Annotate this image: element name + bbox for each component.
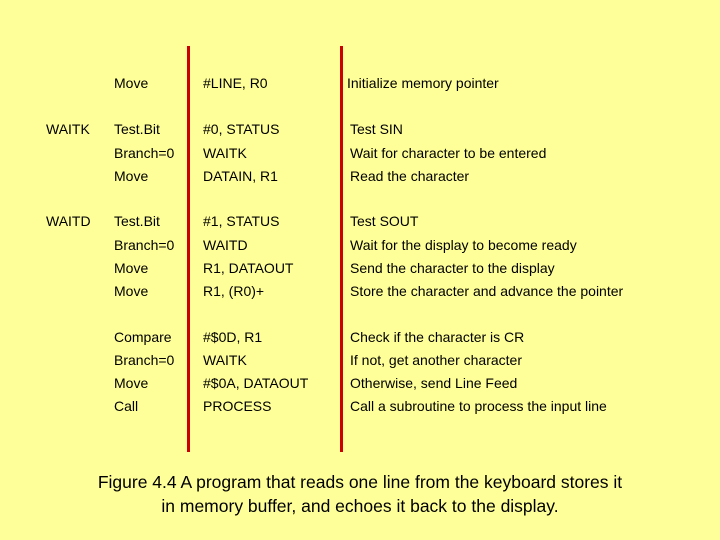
opcode: Move xyxy=(114,168,149,184)
opcode: Compare xyxy=(114,329,172,345)
comment: Call a subroutine to process the input line xyxy=(350,398,607,414)
operand: #1, STATUS xyxy=(203,213,280,229)
comment: Send the character to the display xyxy=(350,260,555,276)
operand: R1, (R0)+ xyxy=(203,283,265,299)
operand: #$0A, DATAOUT xyxy=(203,375,309,391)
opcode: Move xyxy=(114,375,149,391)
operand: #$0D, R1 xyxy=(203,329,263,345)
operand: PROCESS xyxy=(203,398,272,414)
opcode: Branch=0 xyxy=(114,237,175,253)
column-divider-left xyxy=(187,46,190,452)
comment: Wait for character to be entered xyxy=(350,145,547,161)
operand: WAITD xyxy=(203,237,248,253)
opcode: Move xyxy=(114,260,149,276)
comment: Store the character and advance the pointer xyxy=(350,283,624,299)
column-divider-right xyxy=(340,46,343,452)
operand: WAITK xyxy=(203,145,247,161)
opcode: Branch=0 xyxy=(114,352,175,368)
operand: #LINE, R0 xyxy=(203,75,268,91)
opcode: Test.Bit xyxy=(114,213,160,229)
opcode: Move xyxy=(114,283,149,299)
operand: R1, DATAOUT xyxy=(203,260,294,276)
label: WAITK xyxy=(46,121,90,137)
caption-line-2: in memory buffer, and echoes it back to the display. xyxy=(161,496,559,516)
comment: Check if the character is CR xyxy=(350,329,525,345)
comment: If not, get another character xyxy=(350,352,522,368)
opcode: Call xyxy=(114,398,139,414)
figure-caption xyxy=(0,470,720,518)
operand: #0, STATUS xyxy=(203,121,280,137)
comment: Test SIN xyxy=(350,121,403,137)
opcode: Move xyxy=(114,75,149,91)
label: WAITD xyxy=(46,213,91,229)
operand: WAITK xyxy=(203,352,247,368)
comment: Test SOUT xyxy=(350,213,419,229)
opcode: Branch=0 xyxy=(114,145,175,161)
comment: Wait for the display to become ready xyxy=(350,237,577,253)
comment: Read the character xyxy=(350,168,470,184)
comment: Otherwise, send Line Feed xyxy=(350,375,518,391)
operand: DATAIN, R1 xyxy=(203,168,278,184)
opcode: Test.Bit xyxy=(114,121,160,137)
caption-line-1: Figure 4.4 A program that reads one line from the keyboard stores it xyxy=(97,472,623,492)
comment: Initialize memory pointer xyxy=(347,75,499,91)
